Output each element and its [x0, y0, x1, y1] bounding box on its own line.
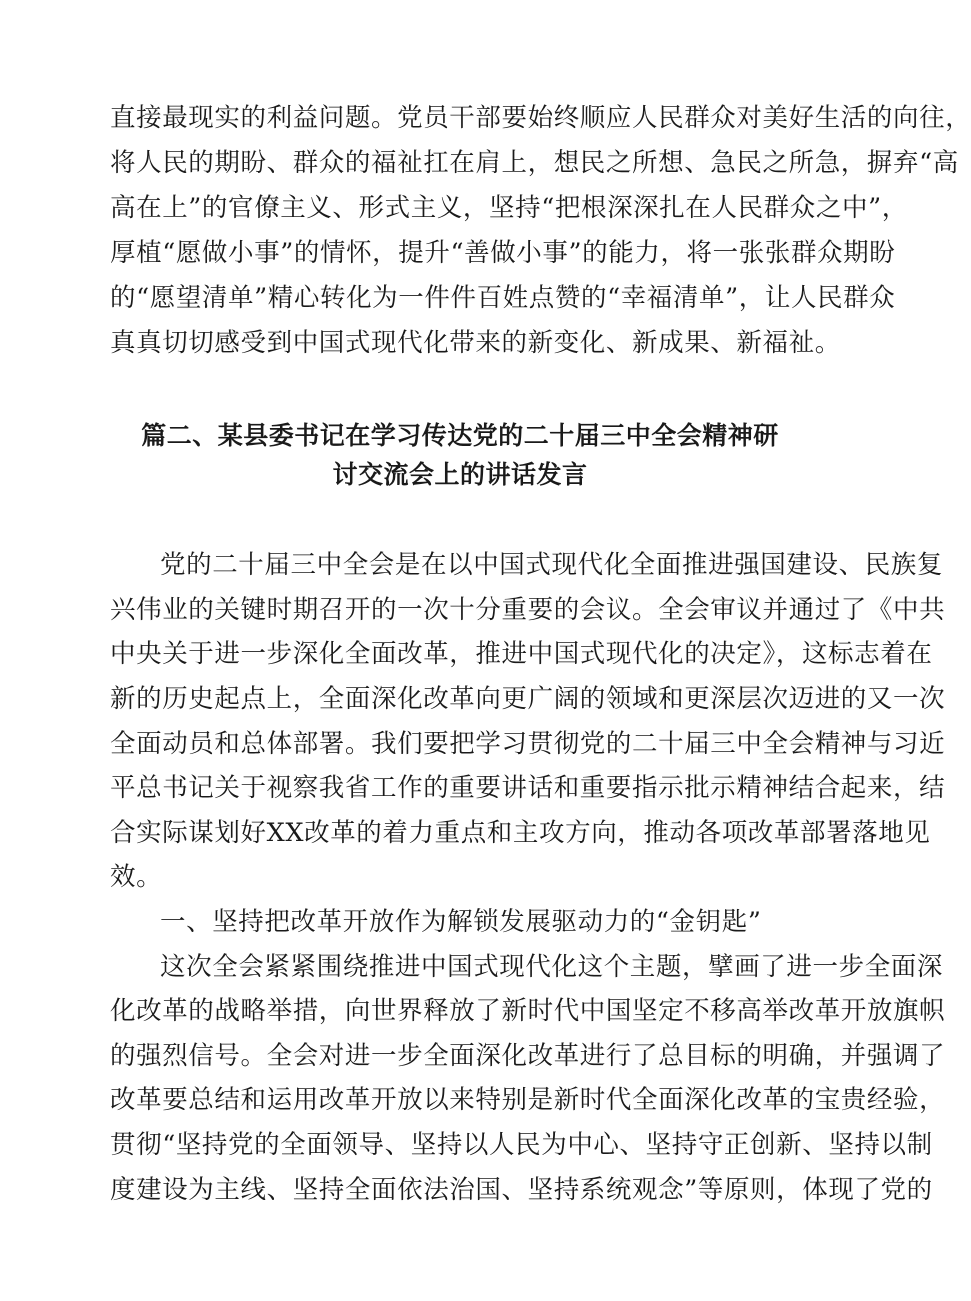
opening-line-1: 党的二十届三中全会是在以中国式现代化全面推进强国建设、民族复 [160, 550, 944, 580]
opening-line-5: 全面动员和总体部署。我们要把学习贯彻党的二十届三中全会精神与习近 [110, 729, 946, 759]
intro-line-3: 高在上”的官僚主义、形式主义，坚持“把根深深扎在人民群众之中”， [110, 193, 908, 223]
point-one-line-5: 贯彻“坚持党的全面领导、坚持以人民为中心、坚持守正创新、坚持以制 [110, 1130, 933, 1160]
point-one-line-2: 化改革的战略举措，向世界释放了新时代中国坚定不移高举改革开放旗帜 [110, 996, 946, 1026]
opening-line-6: 平总书记关于视察我省工作的重要讲话和重要指示批示精神结合起来，结 [110, 773, 946, 803]
opening-line-8: 效。 [110, 862, 163, 892]
section-title-line-2: 讨交流会上的讲话发言 [332, 460, 588, 489]
point-one-heading: 一、坚持把改革开放作为解锁发展驱动力的“金钥匙” [160, 907, 762, 937]
opening-line-2: 兴伟业的关键时期召开的一次十分重要的会议。全会审议并通过了《中共 [110, 595, 946, 625]
opening-line-3: 中央关于进一步深化全面改革，推进中国式现代化的决定》，这标志着在 [110, 639, 933, 669]
intro-line-2: 将人民的期盼、群众的福祉扛在肩上，想民之所想、急民之所急，摒弃“高 [110, 148, 959, 178]
section-title-line-1: 篇二、某县委书记在学习传达党的二十届三中全会精神研 [141, 421, 779, 450]
intro-line-5: 的“愿望清单”精心转化为一件件百姓点赞的“幸福清单”，让人民群众 [110, 283, 896, 313]
point-one-line-3: 的强烈信号。全会对进一步全面深化改革进行了总目标的明确，并强调了 [110, 1041, 946, 1071]
point-one-line-1: 这次全会紧紧围绕推进中国式现代化这个主题，擘画了进一步全面深 [160, 952, 944, 982]
intro-line-4: 厚植“愿做小事”的情怀，提升“善做小事”的能力，将一张张群众期盼 [110, 238, 896, 268]
point-one-line-6: 度建设为主线、坚持全面依法治国、坚持系统观念”等原则，体现了党的 [110, 1175, 933, 1205]
opening-line-4: 新的历史起点上，全面深化改革向更广阔的领域和更深层次迈进的又一次 [110, 684, 946, 714]
point-one-line-4: 改革要总结和运用改革开放以来特别是新时代全面深化改革的宝贵经验， [110, 1085, 946, 1115]
opening-line-7: 合实际谋划好XX改革的着力重点和主攻方向，推动各项改革部署落地见 [110, 818, 931, 848]
intro-line-6: 真真切切感受到中国式现代化带来的新变化、新成果、新福祉。 [110, 328, 841, 358]
intro-line-1: 直接最现实的利益问题。党员干部要始终顺应人民群众对美好生活的向往， [110, 103, 971, 133]
